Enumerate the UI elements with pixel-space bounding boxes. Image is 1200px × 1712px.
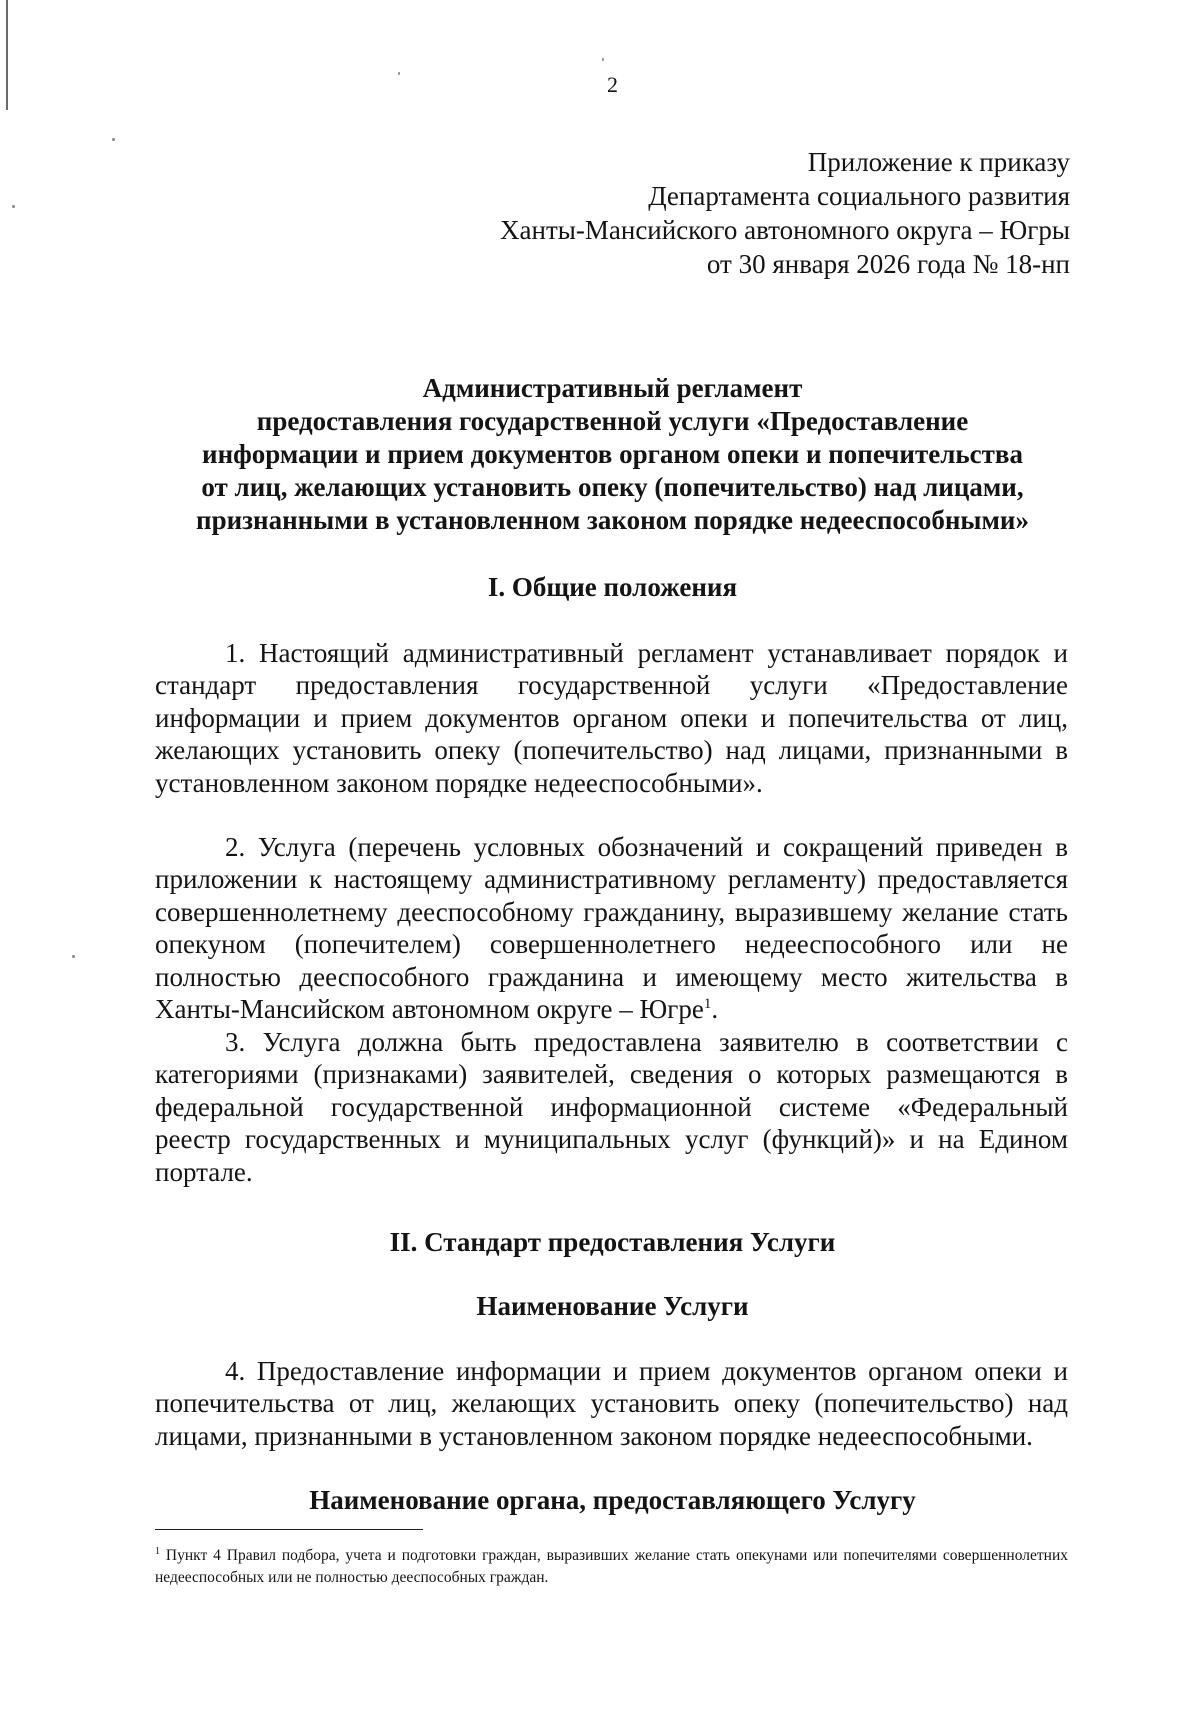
paragraph-3: 3. Услуга должна быть предоставлена заявителю в соответствии с категориями (признаками) заявителей, сведения о которых размещаются в федеральной государственной информационной системе «Федеральный реестр государственных и муниципальных услуг (функций)» и на Едином портале. bbox=[155, 1027, 1068, 1187]
paragraph-2-text: 2. Услуга (перечень условных обозначений и сокращений приведен в приложении к настоящему административному регламенту) предоставляется совершеннолетнему дееспособному гражданину, выразившему желание стать опекуном (попечителем) совершеннолетнего недееспособного или не полностью дееспособного гражданина и имеющему место жительства в Ханты-Мансийском автономном округе – Югре bbox=[155, 832, 1068, 1025]
appendix-line: Ханты-Мансийского автономного округа – Югры bbox=[500, 215, 1070, 245]
paragraph-2 bbox=[155, 831, 1068, 1025]
appendix-reference bbox=[500, 145, 1070, 281]
scan-speck bbox=[112, 138, 115, 141]
footnote-text: Пункт 4 Правил подбора, учета и подготовки граждан, выразивших желание стать опекунами или попечителями совершеннолетних недееспособных или не полностью дееспособных граждан. bbox=[155, 1547, 1068, 1586]
appendix-line: Приложение к приказу bbox=[807, 147, 1070, 177]
appendix-line: Департамента социального развития bbox=[648, 181, 1070, 211]
footnote-reference[interactable]: 1 bbox=[703, 996, 712, 1013]
section-heading-general: I. Общие положения bbox=[487, 572, 738, 602]
subheading-service-name: Наименование Услуги bbox=[476, 1291, 749, 1321]
paragraph-2-end: . bbox=[711, 994, 719, 1025]
subheading-service-provider: Наименование органа, предоставляющего Услугу bbox=[309, 1485, 916, 1515]
title-line: предоставления государственной услуги «Предоставление bbox=[256, 406, 969, 436]
title-line: информации и прием документов органом опеки и попечительства bbox=[202, 439, 1023, 469]
footnote bbox=[155, 1545, 1068, 1589]
scan-speck bbox=[602, 58, 604, 61]
scan-speck bbox=[72, 955, 75, 958]
title-line: Административный регламент bbox=[422, 373, 803, 403]
scan-speck bbox=[12, 205, 15, 208]
title-line: признанными в установленном законом порядке недееспособными» bbox=[196, 505, 1029, 535]
paragraph-4: 4. Предоставление информации и прием документов органом опеки и попечительства от лиц, желающих установить опеку (попечительство) над лицами, признанными в установленном законом порядке недееспособными. bbox=[155, 1356, 1068, 1451]
paragraph-1: 1. Настоящий административный регламент устанавливает порядок и стандарт предоставления государственной услуги «Предоставление информации и прием документов органом опеки и попечительства от лиц, желающих установить опеку (попечительство) над лицами, признанными в установленном законом порядке недееспособными». bbox=[155, 638, 1068, 798]
document-title bbox=[155, 372, 1070, 537]
page-number: 2 bbox=[607, 72, 618, 97]
section-heading-standard: II. Стандарт предоставления Услуги bbox=[389, 1227, 836, 1257]
appendix-line: от 30 января 2026 года № 18-нп bbox=[706, 249, 1070, 279]
footnote-mark: 1 bbox=[155, 1545, 160, 1557]
footnote-separator bbox=[155, 1529, 423, 1530]
title-line: от лиц, желающих установить опеку (попечительство) над лицами, bbox=[201, 472, 1024, 502]
